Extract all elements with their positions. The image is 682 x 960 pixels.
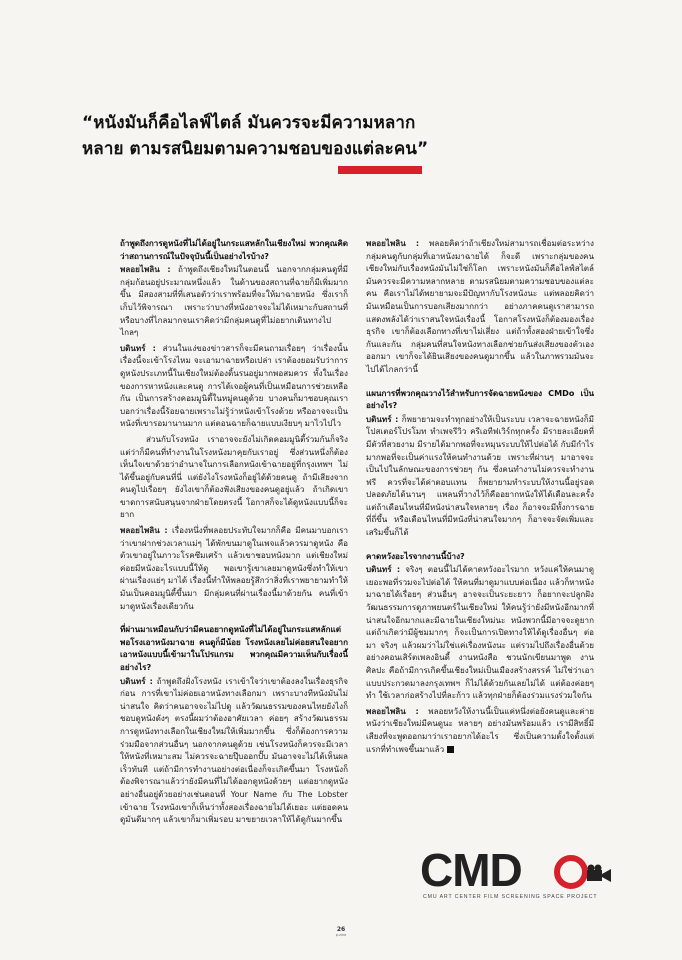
speaker-name: พลอยไพลิน : <box>120 525 168 536</box>
interview-answer <box>366 563 594 702</box>
speaker-name: บดินทร์ : <box>366 413 399 424</box>
interview-answer <box>366 237 594 376</box>
question-text: แผนการที่พวกคุณวางไว้สำหรับการจัดฉายหนังของ CMDo เป็นอย่างไร? <box>366 387 594 411</box>
left-column <box>120 237 348 829</box>
speaker-name: บดินทร์ : <box>120 675 153 686</box>
answer-text: พลอยคิดว่าถ้าเชียงใหม่สามารถเชื่อมต่อระหว่างกลุ่มคนดูกับกลุ่มที่เอาหนังมาฉายได้ ก็จะดี เพราะกลุ่มของคนเชียงใหม่กับเรื่องหนังมันไม่ใช่ก็โลก เพราะหนังมันก็คือไลฟ์สไตล์ มันควรจะมีความหลากหลาย ตามรสนิยมตามความชอบของแต่ละคน คือเราไม่ได้พยายามจะมีปัญหากับโรงหนังนะ แต่พลอยคิดว่ามันเหมือนเป็นการบอกเสียงมากกว่า อย่างภาคคนดูเราสามารถแสดงพลังได้ว่าเราสนใจหนังเรื่องนี้ โอกาสโรงหนังก็ต้องมองเรื่องธุรกิจ เขาก็ต้องเลือกทางที่เขาไม่เสี่ยง แต่ถ้าทั้งสองฝ่ายเข้าใจซึ่งกันและกัน กลุ่มคนที่สนใจหนังทางเลือกช่วยกันส่งเสียงของตัวเองออกมา เขาก็จะได้ยินเสียงของคนดูมากขึ้น แล้วในภาพรวมมันจะไปได้ไกลกว่านี้ <box>366 238 594 374</box>
interview-answer <box>120 433 348 521</box>
accent-bar <box>338 166 422 174</box>
paragraph-gap <box>120 615 348 623</box>
paragraph-gap <box>366 379 594 387</box>
interview-question <box>120 623 348 673</box>
answer-text: ส่วนกับโรงหนัง เราอาจจะยังไม่เกิดคอมมูนิตี้ร่วมกันก็จริงแต่ว่าก็มีคนที่ทำงานในโรงหนังมาคุยกับเราอยู่ ซึ่งส่วนหนึ่งก็ต้องเห็นใจเขาด้วยว่าอำนาจในการเลือกหนังเข้าฉายอยู่ที่กรุงเทพฯ ไม่ได้ขึ้นอยู่กับคนที่นี่ แต่ยังไงโรงหนังก็อยู่ได้ด้วยคนดู ถ้ามีเสียงจากคนดูไปเรื่อยๆ ยังไงเขาก็ต้องฟังเสียงของคนดูอยู่แล้ว ถ้าเกิดเขาขาดการสนับสนุนจากฝ่ายโดยตรงนี้ โอกาสก็จะได้ดูหนังแบบนี้ก็จะยาก <box>120 433 348 520</box>
camera-icon <box>586 864 612 884</box>
right-column <box>366 237 594 758</box>
interview-answer <box>120 524 348 612</box>
question-text: คาดหวังอะไรจากงานนี้บ้าง? <box>366 550 465 561</box>
interview-question <box>366 387 594 412</box>
interview-question <box>366 550 594 563</box>
interview-answer <box>366 413 594 539</box>
answer-text: ส่วนในแง่ของข่าวสารก็จะมีคนถามเรื่อยๆ ว่าเรื่องนั้นเรื่องนี้จะเข้าโรงไหม จะเอามาฉายหรือเปล่า เราต้องยอมรับว่าการดูหนังประเภทนี้ในเชียงใหม่ต้องดิ้นรนอยู่มากพอสมควร ทั้งในเรื่องของการหาหนังและคนดู การได้เจอผู้คนที่เป็นเหมือนการช่วยเหลือกัน เป็นการสร้างคอมมูนิตี้ในหมู่คนดูด้วย บางคนก็มาชอบคุณเราบอกว่าเรื่องนี้ร้อยฉายเพราะไม่รู้ว่าหนังเข้าโรงด้วย หรืออาจจะเป็นหนังที่เขารอมานานมาก แต่ตอนฉายก็ฉายแบบเงียบๆ มาไวไปไว <box>120 342 349 429</box>
cmdo-logo <box>420 846 616 904</box>
paragraph-gap <box>366 542 594 550</box>
page-number: 26 <box>336 926 346 933</box>
answer-text: เรื่องหนึ่งที่พลอยประทับใจมากก็คือ มีคนมาบอกเราว่าเขาฝากช่วงเวลาแม่ๆ ได้พักขนมาดูในเพจแล้วควรมาดูหนัง คือตัวเขาอยู่ในภาวะโรคซึมเศร้า แล้วเขาชอบหนังมาก แต่เชียงใหม่ค่อยมีหนังอะไรแบบนี้ให้ดู พอเขารู้เขาเลยมาดูหนังซึ่งทำให้เขาผ่านเรื่องแย่ๆ มาได้ เรื่องนี้ทำให้พลอยรู้สึกว่าสิ่งที่เราพยายามทำให้มันเป็นคอมมูนิตี้ขึ้นมา มีกลุ่มคนที่ผ่านเรื่องนี้มาด้วยกัน คนที่เข้ามาดูหนังเรื่องเดียวกัน <box>120 525 349 611</box>
page-headline: “หนังมันก็คือไลฟ์ไตล์ มันควรจะมีความหลากหลาย ตามรสนิยมตามความชอบของแต่ละคน” <box>82 113 429 159</box>
interview-answer <box>120 675 348 826</box>
speaker-name: บดินทร์ : <box>366 564 401 575</box>
question-text: ถ้าพูดถึงการดูหนังที่ไม่ได้อยู่ในกระแสหลักในเชียงใหม่ พวกคุณคิดว่าสถานการณ์ในปัจจุบันนี้เป็นอย่างไรบ้าง? <box>120 238 348 261</box>
answer-text: ก็พยายามจะทำทุกอย่างให้เป็นระบบ เวลาจะฉายหนังก็มีโปสเตอร์โปรโมท ทำเพจรีวิว ครีเอทีฟเวิร์กทุกครั้ง มีรายละเอียดที่ มีตัวที่สวยงาม มีรายได้มากพอที่จะหมุนระบบให้ไปต่อได้ กับมีกำไรมากพอที่จะเป็นค่าแรงให้คนทำงานด้วย เพราะที่ผ่านๆ มาอาจจะเป็นไปในลักษณะของการช่วยๆ กัน ซึ่งคนทำงานไม่ควรจะทำงานฟรี ควรที่จะได้ค่าตอบแทน ก็พยายามทำระบบให้งานนี้อยู่รอดปลอดภัยได้นานๆ แพลนที่วางไว้ก็คืออยากหนังให้ได้เดือนละครั้งแต่ถ้าเดือนไหนที่มีหนังน่าสนใจหลายๆ เรื่อง ก็อาจจะมีทั้งการฉายที่ถี่ขึ้น หรือเดือนไหนที่มีหนังที่น่าสนใจมากๆ ก็อาจจะจัดเพิ่มและเสริมขึ้นก็ได้ <box>366 413 594 538</box>
end-of-article-mark <box>447 746 454 753</box>
logo-o-reel-icon <box>554 855 588 889</box>
speaker-name: พลอยไพลิน : <box>120 264 171 275</box>
logo-subtitle: CMU ART CENTER FILM SCREENING SPACE PROJECT <box>423 894 598 900</box>
interview-answer <box>366 705 594 755</box>
interview-answer <box>120 263 348 339</box>
page-footer-sub: p.zine <box>335 933 347 937</box>
answer-text: ถ้าพูดถึงเชียงใหม่ในตอนนี้ นอกจากกลุ่มคนดูที่มีกลุ่มก้อนอยู่ประมาณหนึ่งแล้ว ในด้านของสถานที่ฉายก็มีเพิ่มมากขึ้น มีสองสามที่ที่เสนอตัวว่าเราพร้อมที่จะให้มาฉายหนัง ซึ่งเราก็เก็บไว้พิจารณา เพราะว่าบางที่หนังอาจจะไม่ได้เหมาะกับสถานที่ หรือบางที่ไกลมากจนเราคิดว่ามีกลุ่มคนดูที่ไม่อยากเดินทางไปไกลๆ <box>120 264 348 338</box>
answer-text: จริงๆ ตอนนี้ไม่ได้คาดหวังอะไรมาก หวังแค่ให้คนมาดูเยอะพอที่รวมจะไปต่อได้ ให้คนที่มาดูมาแบบต่อเนื่อง แล้วก็หาหนังมาฉายได้เรื่อยๆ ส่วนอื่นๆ อาจจะเป็นระยะยาว ก็อยากจะปลูกฝังวัฒนธรรมการดูภาพยนตร์ในเชียงใหม่ ให้คนรู้ว่ายังมีหนังอีกมากที่น่าสนใจอีกมากและมีฉายในเชียงใหม่นะ หนังพวกนี้มีอาจจะดูยาก แต่ถ้าเกิดว่ามีผู้ชมมากๆ ก็จะเป็นการเปิดทางให้ได้ดูเรื่องอื่นๆ ต่อมา จริงๆ แล้วผมว่าไม่ใช่แค่เรื่องหนังนะ แต่รวมไปถึงเรื่องอื่นด้วย อย่างคอนเสิร์ตเพลงอินดี้ งานหนังสือ ชวนนักเขียนมาพูด งานศิลปะ คือถ้ามีการเกิดขึ้นเชียงใหม่เป็นเมืองสร้างสรรค์ ไม่ใช่ว่าเอาแบบประกวดมาลงกรุงเทพฯ ก็ไม่ได้ด้วยกันเลยไม่ได้ แต่ต้องค่อยๆ ทำ ใช้เวลาก่อสร้างไปที่ละก้าว แล้วทุกฝ่ายก็ต้องร่วมแรงร่วมใจกัน <box>366 564 594 701</box>
answer-text: พลอยหวังให้งานนี้เป็นแค่หนึ่งต่อยังคนดูและค่ายหนังว่าเชียงใหม่มีคนดูนะ หลายๆ อย่างมันพร้อมแล้ว เรามีสิทธิ์มีเสียงที่จะพูดออกมาว่าเราอยากได้อะไร ซึ่งเป็นความตั้งใจตั้งแต่แรกที่ทำเพจขึ้นมาแล้ว <box>366 705 594 754</box>
interview-answer <box>120 342 348 430</box>
interview-question <box>120 237 348 262</box>
speaker-name: พลอยไพลิน : <box>366 705 419 716</box>
logo-wordmark: CMD <box>420 844 522 896</box>
answer-text: ถ้าพูดถึงฝั่งโรงหนัง เราเข้าใจว่าเขาต้องลงในเรื่องธุรกิจก่อน การที่เขาไม่ค่อยเอาหนังทางเลือกมา เพราะบางทีหนังมันไม่น่าสนใจ คิดว่าคนอาจจะไม่ไปดู แล้ววัฒนธรรมของคนไทยยังไงก็ชอบดูหนังดังๆ ตรงนี้ผมว่าต้องอาศัยเวลา ค่อยๆ สร้างวัฒนธรรมการดูหนังทางเลือกในเชียงใหม่ให้เพิ่มมากขึ้น ซึ่งก็ต้องการความร่วมมือจากส่วนอื่นๆ นอกจากคนดูด้วย เช่นโรงหนังก็ควรจะมีเวลาให้หนังที่เหมาะสม ไม่ควรจะฉายปุ๊บออกปั๊บ มันอาจจะไม่ได้เห็นผลเร็วทันที แต่ถ้ามีการทำงานอย่างต่อเนื่องก็จะเกิดขึ้นมา โรงหนังก็ต้องพิจารณาแล้วว่ายังมีคนที่ไม่ได้ออกดูหนังด้วยๆ แต่อยากดูหนังอย่างอื่นอยู่ด้วยอย่างเช่นตอนที่ Your Name กับ The Lobster เข้าฉาย โรงหนังเขาก็เห็นว่าทั้งสองเรื่องฉายไม่ได้เยอะ แต่ยอดคนดูมันดีมากๆ แล้วเขาก็มาเพิ่มรอบ มาขยายเวลาให้ได้ดูกันมากขึ้น <box>120 675 348 825</box>
speaker-name: บดินทร์ : <box>120 342 156 353</box>
question-text: ที่ผ่านมาเหมือนกับว่ามีคนอยากดูหนังที่ไม่ได้อยู่ในกระแสหลักแต่พอโรงเอาหนังมาฉาย คนดูก็มีน้อย โรงหนังเลยไม่ค่อยสนใจอยากเอาหนังแบบนี้เข้ามาในโปรแกรม พวกคุณมีความเห็นกับเรื่องนี้อย่างไร? <box>120 624 348 672</box>
speaker-name: พลอยไพลิน : <box>366 238 420 248</box>
